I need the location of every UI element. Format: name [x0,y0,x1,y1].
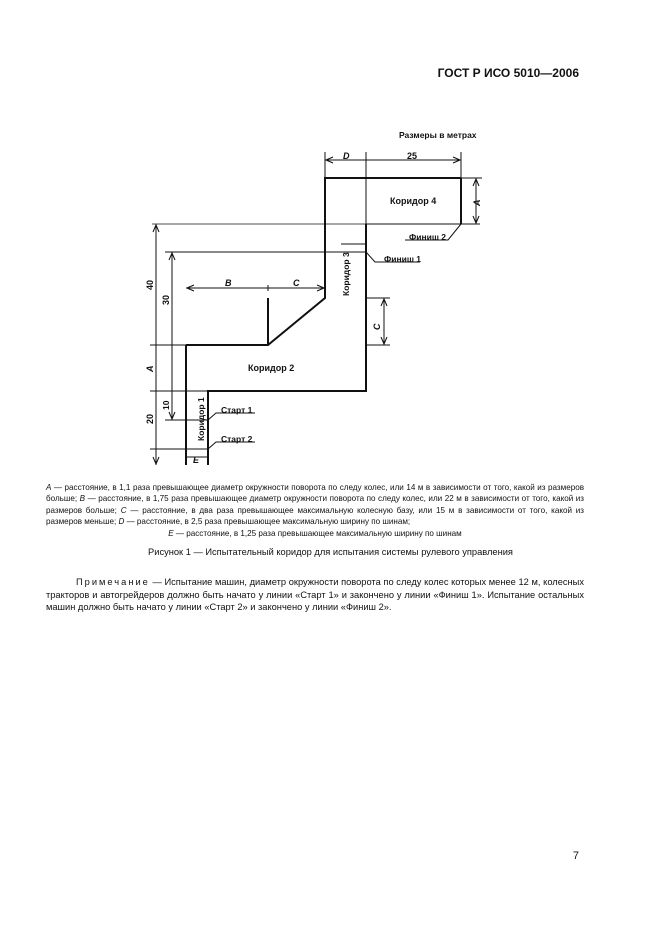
dim-c-mid: C [293,278,300,288]
dim-a-left: A [145,365,155,372]
figure-caption: Рисунок 1 — Испытательный коридор для испытания системы рулевого управления [148,547,513,557]
label-start2: Старт 2 [221,434,253,444]
document-header: ГОСТ Р ИСО 5010—2006 [437,66,579,80]
legend-text-d: — расстояние, в 2,5 раза превышающее максимальную ширину по шинам; [124,517,411,527]
legend-sym-c: C [120,505,127,515]
label-corridor1: Коридор 1 [196,397,206,441]
units-note: Размеры в метрах [399,130,477,140]
legend-sym-b: B [79,494,86,504]
corridor-outline [186,178,461,465]
legend-body [46,482,584,528]
dim-30: 30 [161,294,171,305]
dim-10: 10 [161,400,171,410]
legend-sym-e: E [168,528,174,538]
figure-legend [46,482,584,539]
note-label: Примечание [76,577,150,587]
legend-sym-a: A [46,483,52,492]
page-number: 7 [572,850,579,862]
label-corridor3: Коридор 3 [341,252,351,296]
legend-sym-d: D [118,517,125,527]
legend-last-line [46,528,584,539]
legend-text-c: — расстояние, в два раза превышающее максимальную колесную базу, или 15 м в зависимости от того, какой из размеров меньше; [46,505,584,527]
label-finish1: Финиш 1 [384,254,422,264]
label-corridor4: Коридор 4 [390,196,437,206]
dim-b: B [225,278,232,288]
legend-text-b: — расстояние, в 1,75 раза превышающее диаметр окружности поворота по следу колес, или 22 м в зависимости от того, какой из размеров больше; [46,494,584,515]
dim-20: 20 [145,413,155,424]
dim-40: 40 [145,279,155,290]
label-start1: Старт 1 [221,405,253,415]
label-finish2: Финиш 2 [409,232,447,242]
legend-text-a: — расстояние, в 1,1 раза превышающее диаметр окружности поворота по следу колес, или 14 м в зависимости от того, какой из размеров больше; [46,483,584,504]
dim-c-right: C [372,323,382,330]
legend-text-e: — расстояние, в 1,25 раза превышающее максимальную ширину по шинам [173,528,462,538]
note-block [46,576,584,614]
label-corridor2: Коридор 2 [248,363,295,373]
note-text: — Испытание машин, диаметр окружности поворота по следу колес которых менее 12 м, колесных тракторов и автогрейдеров должно быть начато у линии «Старт 1» и закончено у линии «Финиш 1». Испытание остальных машин должно быть начато у линии «Старт 2» и закончено у линии «Финиш 2». [46,577,584,613]
dim-d: D [343,151,350,161]
dim-25: 25 [407,151,418,161]
dim-a-top: A [472,199,482,206]
dim-e: E [193,455,200,465]
note-paragraph [46,576,584,614]
